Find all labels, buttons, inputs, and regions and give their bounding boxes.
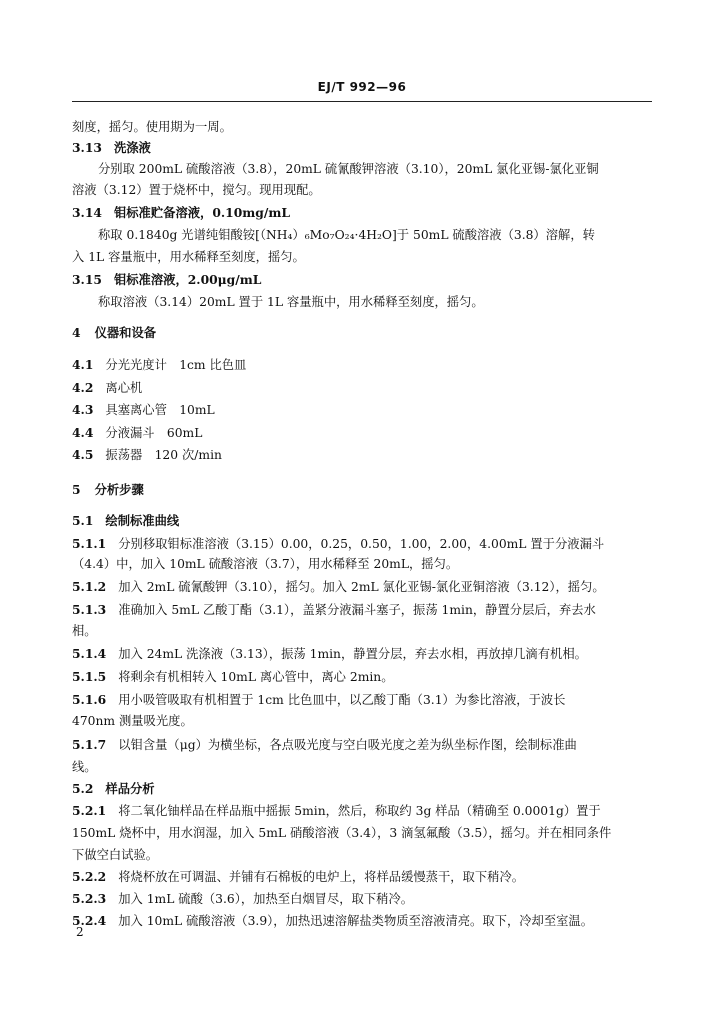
- clause-number: 4.1: [72, 357, 94, 372]
- clause-text: 将二氧化铀样品在样品瓶中摇振 5min，然后，称取约 3g 样品（精确至 0.0001g）置于: [118, 804, 601, 818]
- clause-number: 5.1.2: [72, 579, 107, 594]
- clause-text: 准确加入 5mL 乙酸丁酯（3.1），盖紧分液漏斗塞子，振荡 1min，静置分层后，弃去水: [118, 603, 596, 617]
- clause-text: 入 1L 容量瓶中，用水稀释至刻度，摇匀。: [72, 250, 305, 264]
- clause-text: 加入 2mL 硫氰酸钾（3.10），摇匀。加入 2mL 氯化亚锡-氯化亚铜溶液（3.12），摇匀。: [118, 580, 605, 594]
- clause-number: 4.4: [72, 425, 94, 440]
- text-line: [72, 446, 657, 464]
- text-line: [72, 424, 657, 442]
- clause-number: 5.2: [72, 781, 94, 796]
- clause-text: 将剩余有机相转入 10mL 离心管中，离心 2min。: [118, 670, 394, 684]
- clause-number: 4.2: [72, 380, 94, 395]
- clause-text: 绘制标准曲线: [105, 513, 180, 528]
- clause-text: 下做空白试验。: [72, 848, 159, 862]
- clause-number: 5.1.4: [72, 646, 107, 661]
- text-line: [72, 512, 657, 530]
- clause-text: 150mL 烧杯中，用水润湿，加入 5mL 硝酸溶液（3.4），3 滴氢氟酸（3.5），摇匀。并在相同条件: [72, 826, 612, 840]
- clause-text: （4.4）中，加入 10mL 硫酸溶液（3.7），用水稀释至 20mL，摇匀。: [72, 557, 459, 571]
- clause-number: 5.2.2: [72, 869, 107, 884]
- clause-text: 称取 0.1840g 光谱纯钼酸铵[（NH₄）₆Mo₇O₂₄·4H₂O]于 50mL 硫酸溶液（3.8）溶解，转: [98, 228, 595, 242]
- clause-text: 洗涤液: [113, 140, 151, 155]
- clause-number: 3.14: [72, 205, 102, 220]
- text-line: [72, 324, 657, 342]
- text-line: [72, 736, 657, 754]
- clause-text: 加入 1mL 硫酸（3.6），加热至白烟冒尽，取下稍冷。: [118, 892, 414, 906]
- clause-text: 线。: [72, 760, 97, 774]
- clause-text: 分别移取钼标准溶液（3.15）0.00，0.25，0.50，1.00，2.00，4.00mL 置于分液漏斗: [118, 537, 605, 551]
- clause-text: 刻度，摇匀。使用期为一周。: [72, 120, 232, 134]
- text-line: [72, 379, 657, 397]
- clause-text: 振荡器 120 次/min: [105, 448, 222, 462]
- clause-text: 仪器和设备: [94, 325, 157, 340]
- text-line: [72, 691, 657, 709]
- clause-text: 将烧杯放在可调温、并铺有石棉板的电炉上，将样品缓慢蒸干，取下稍冷。: [118, 870, 525, 884]
- clause-text: 钼标准溶液，2.00μg/mL: [113, 272, 262, 287]
- clause-number: 4: [72, 325, 81, 340]
- clause-text: 分析步骤: [94, 482, 144, 497]
- page-number: 2: [76, 925, 84, 939]
- text-line: [98, 293, 657, 311]
- clause-text: 具塞离心管 10mL: [105, 403, 215, 417]
- clause-text: 溶液（3.12）置于烧杯中，搅匀。现用现配。: [72, 183, 321, 197]
- text-line: [72, 601, 657, 619]
- text-line: [72, 846, 657, 864]
- clause-text: 样品分析: [105, 781, 155, 796]
- clause-number: 5.2.1: [72, 803, 107, 818]
- clause-text: 470nm 测量吸光度。: [72, 714, 193, 728]
- clause-number: 5.1: [72, 513, 94, 528]
- clause-number: 5.1.3: [72, 602, 107, 617]
- header-rule: [72, 101, 652, 102]
- text-line: [72, 712, 657, 730]
- text-line: [72, 271, 657, 289]
- clause-text: 分光光度计 1cm 比色皿: [105, 358, 247, 372]
- text-line: [98, 226, 657, 244]
- clause-text: 以钼含量（μg）为横坐标，各点吸光度与空白吸光度之差为纵坐标作图，绘制标准曲: [118, 738, 577, 752]
- clause-text: 称取溶液（3.14）20mL 置于 1L 容量瓶中，用水稀释至刻度，摇匀。: [98, 295, 484, 309]
- clause-text: 相。: [72, 624, 97, 638]
- text-line: [98, 160, 657, 178]
- text-line: [72, 758, 657, 776]
- text-line: [72, 868, 657, 886]
- text-line: [72, 802, 657, 820]
- text-line: [72, 645, 657, 663]
- clause-number: 5: [72, 482, 81, 497]
- clause-text: 分别取 200mL 硫酸溶液（3.8），20mL 硫氰酸钾溶液（3.10），20mL 氯化亚锡-氯化亚铜: [98, 162, 599, 176]
- text-line: [72, 890, 657, 908]
- text-line: [72, 535, 657, 553]
- text-line: [72, 248, 657, 266]
- clause-number: 5.1.1: [72, 536, 107, 551]
- text-line: [72, 912, 657, 930]
- text-line: [72, 139, 657, 157]
- text-line: [72, 181, 657, 199]
- clause-number: 5.1.5: [72, 669, 107, 684]
- clause-text: 加入 24mL 洗涤液（3.13），振荡 1min，静置分层，弃去水相，再放掉几滴有机相。: [118, 647, 587, 661]
- clause-text: 用小吸管吸取有机相置于 1cm 比色皿中，以乙酸丁酯（3.1）为参比溶液，于波长: [118, 693, 566, 707]
- text-line: [72, 668, 657, 686]
- clause-text: 钼标准贮备溶液，0.10mg/mL: [113, 205, 291, 220]
- text-line: [72, 118, 657, 136]
- clause-number: 5.1.6: [72, 692, 107, 707]
- clause-number: 5.1.7: [72, 737, 107, 752]
- text-line: [72, 356, 657, 374]
- text-line: [72, 622, 657, 640]
- text-line: [72, 824, 657, 842]
- text-line: [72, 780, 657, 798]
- clause-number: 3.13: [72, 140, 102, 155]
- clause-number: 3.15: [72, 272, 102, 287]
- text-line: [72, 204, 657, 222]
- text-line: [72, 555, 657, 573]
- clause-text: 离心机: [105, 381, 143, 395]
- page-header: EJ/T 992—96: [317, 80, 407, 94]
- text-line: [72, 578, 657, 596]
- text-line: [72, 481, 657, 499]
- clause-number: 5.2.3: [72, 891, 107, 906]
- text-line: [72, 401, 657, 419]
- clause-text: 加入 10mL 硫酸溶液（3.9），加热迅速溶解盐类物质至溶液清亮。取下，冷却至室温。: [118, 914, 594, 928]
- clause-text: 分液漏斗 60mL: [105, 426, 203, 440]
- clause-number: 4.3: [72, 402, 94, 417]
- clause-number: 5.2.4: [72, 913, 107, 928]
- clause-number: 4.5: [72, 447, 94, 462]
